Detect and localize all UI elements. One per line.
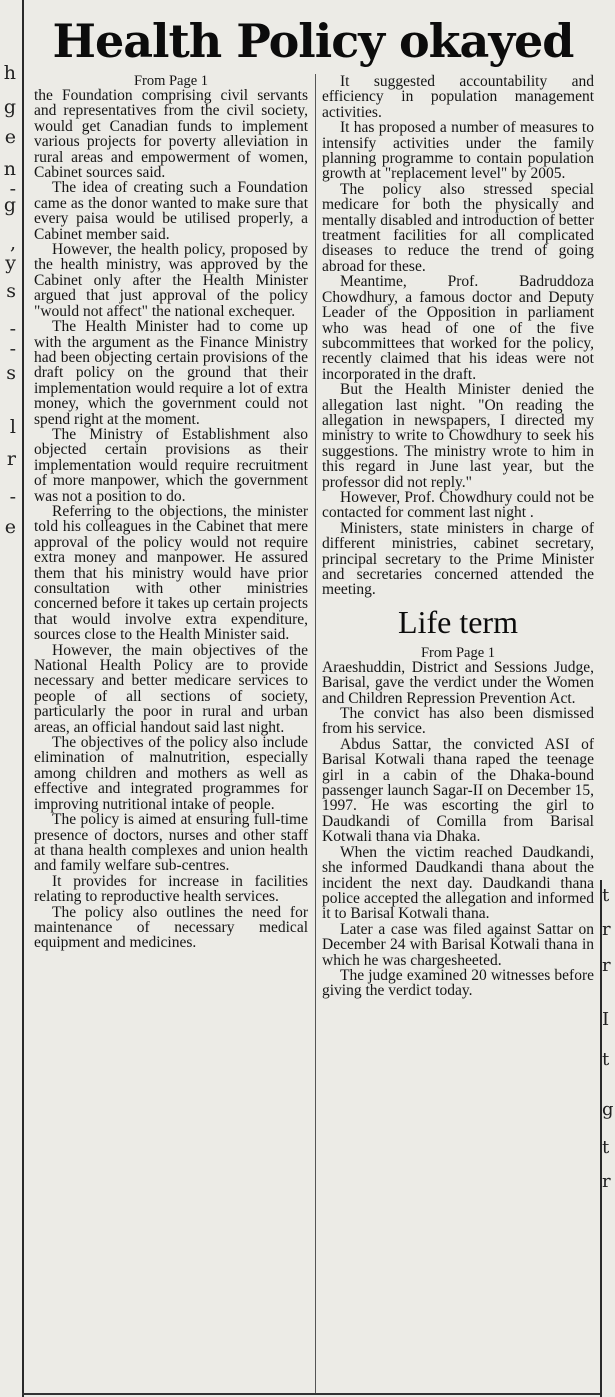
left-fragment: s xyxy=(6,280,16,302)
adjacent-column-right xyxy=(600,0,615,1397)
paragraph: Ministers, state ministers in charge of different ministries, cabinet secretary, principal secretary to the Prime Minister and secretaries concerned attended the meeting. xyxy=(322,519,594,599)
left-fragment: e xyxy=(4,126,16,148)
article-column-2 xyxy=(322,74,594,999)
paragraph: The policy is aimed at ensuring full-time presence of doctors, nurses and other staff at thana health complexes and union health and family welfare sub-centres. xyxy=(34,811,308,875)
bottom-rule xyxy=(22,1393,600,1395)
paragraph xyxy=(34,180,308,242)
column-divider xyxy=(315,74,316,1394)
left-fragment: e xyxy=(4,516,16,538)
paragraph: the Foundation comprising civil servants and representatives from the civil society, would get Canadian funds to implement various projects for poverty alleviation in rural areas and empowerment of women, Cabinet sources said. xyxy=(34,87,308,182)
right-fragment: I xyxy=(602,1009,610,1030)
paragraph: However, the health policy, proposed by the health ministry, was approved by the Cabinet only after the Health Minister argued that just approval of the policy "would not affect" the national exchequer. xyxy=(34,241,308,320)
left-fragment: l xyxy=(9,416,16,438)
paragraph: It has proposed a number of measures to intensify activities under the family planning programme to contain population growth at "replacement level" by 2005. xyxy=(322,119,594,183)
right-column-rule xyxy=(600,880,602,1397)
left-fragment: g xyxy=(3,96,16,118)
left-fragment: r xyxy=(6,448,16,470)
right-fragment: g xyxy=(602,1099,614,1120)
left-fragment: g xyxy=(3,194,16,216)
paragraph: The convict has also been dismissed from his service. xyxy=(322,705,594,738)
paragraph: The objectives of the policy also include elimination of malnutrition, especially among children and mothers as well as effective and integrated programmes for improving nutritional intake of people. xyxy=(34,734,308,813)
subheadline: Life term xyxy=(398,603,518,640)
paragraph: The policy also stressed special medicare for both the physically and mentally disabled and introduction of better treatment facilities for all complicated diseases to reduce the trend of going abroad for these. xyxy=(322,180,594,275)
paragraph: When the victim reached Daudkandi, she informed Daudkandi thana about the incident the next day. Daudkandi thana police accepted the allegation and informed it to Barisal Kotwali thana. xyxy=(322,843,594,923)
paragraph: However, Prof. Chowdhury could not be contacted for comment last night . xyxy=(322,488,594,522)
left-fragment: n xyxy=(3,158,16,180)
headline: Health Policy okayed xyxy=(52,14,574,68)
paragraph: Referring to the objections, the minister told his colleagues in the Cabinet that mere approval of the policy would not require extra money and manpower. He assured them that his ministry would have prior consultation with other ministries concerned before it takes up certain projects that would involve extra expenditure, sources close to the Health Minister said. xyxy=(34,502,308,644)
right-fragment: r xyxy=(602,1171,611,1192)
left-fragment: - xyxy=(9,338,16,360)
paragraph: Meantime, Prof. Badruddoza Chowdhury, a famous doctor and Deputy Leader of the Opposition in parliament who was head of one of the five subcommittees that worked for the policy, recently claimed that his ideas were not incorporated in the draft. xyxy=(322,273,594,383)
paragraph: Abdus Sattar, the convicted ASI of Barisal Kotwali thana raped the teenage girl in a cabin of the Dhaka-bound passenger launch Sagar-II on December 15, 1997. He was escorting the girl to Daudkandi of Comilla from Barisal Kotwali thana via Dhaka. xyxy=(322,735,594,846)
paragraph: Araeshuddin, District and Sessions Judge, Barisal, gave the verdict under the Women and Children Repression Prevention Act. xyxy=(322,658,594,707)
paragraph: Later a case was filed against Sattar on December 24 with Barisal Kotwali thana in which he was chargesheeted. xyxy=(322,920,594,969)
left-fragment: - xyxy=(9,178,16,200)
paragraph: It provides for increase in facilities relating to reproductive health services. xyxy=(34,872,308,906)
left-fragment: , xyxy=(9,232,16,254)
left-fragment: h xyxy=(3,62,16,84)
left-fragment: y xyxy=(5,252,16,274)
paragraph-text: The idea of creating such a Foundation came as the donor wanted to make sure that every paisa would be utilised properly, a Cabinet member said. xyxy=(34,179,308,243)
from-page-label: From Page 1 xyxy=(420,644,496,661)
left-fragment: s xyxy=(6,362,16,384)
left-column-rule xyxy=(22,0,24,1397)
right-fragment: t xyxy=(602,1049,610,1070)
paragraph: The Ministry of Establishment also objected certain provisions as their implementation would require recruitment of more manpower, which the government was not a position to do. xyxy=(34,425,308,505)
from-page-label: From Page 1 xyxy=(133,73,209,89)
right-fragment: r xyxy=(602,955,611,976)
paragraph: The judge examined 20 witnesses before giving the verdict today. xyxy=(322,966,594,1000)
left-fragment: - xyxy=(9,318,16,340)
right-fragment: t xyxy=(602,885,610,906)
left-fragment: - xyxy=(9,486,16,508)
right-fragment: r xyxy=(602,919,611,940)
adjacent-column-left xyxy=(0,0,22,1397)
article-column-1 xyxy=(34,74,308,951)
paragraph: It suggested accountability and efficiency in population management activities. xyxy=(322,73,594,121)
paragraph: But the Health Minister denied the allegation last night. "On reading the allegation in newspapers, I directed my ministry to write to Chowdhury to seek his suggestions. The ministry wrote to him in this regard in June last year, but the professor did not reply." xyxy=(322,381,594,491)
paragraph: The policy also outlines the need for maintenance of necessary medical equipment and medicines. xyxy=(34,903,308,952)
right-fragment: t xyxy=(602,1137,610,1158)
paragraph: The Health Minister had to come up with the argument as the Finance Ministry had been objecting certain provisions of the draft policy on the ground that their implementation would require a lot of extra money, which the government could not spend right at the moment. xyxy=(34,318,308,428)
paragraph: However, the main objectives of the National Health Policy are to provide necessary and better medicare services to people of all sections of society, particularly the poor in rural and urban areas, an official handout said last night. xyxy=(34,641,308,736)
